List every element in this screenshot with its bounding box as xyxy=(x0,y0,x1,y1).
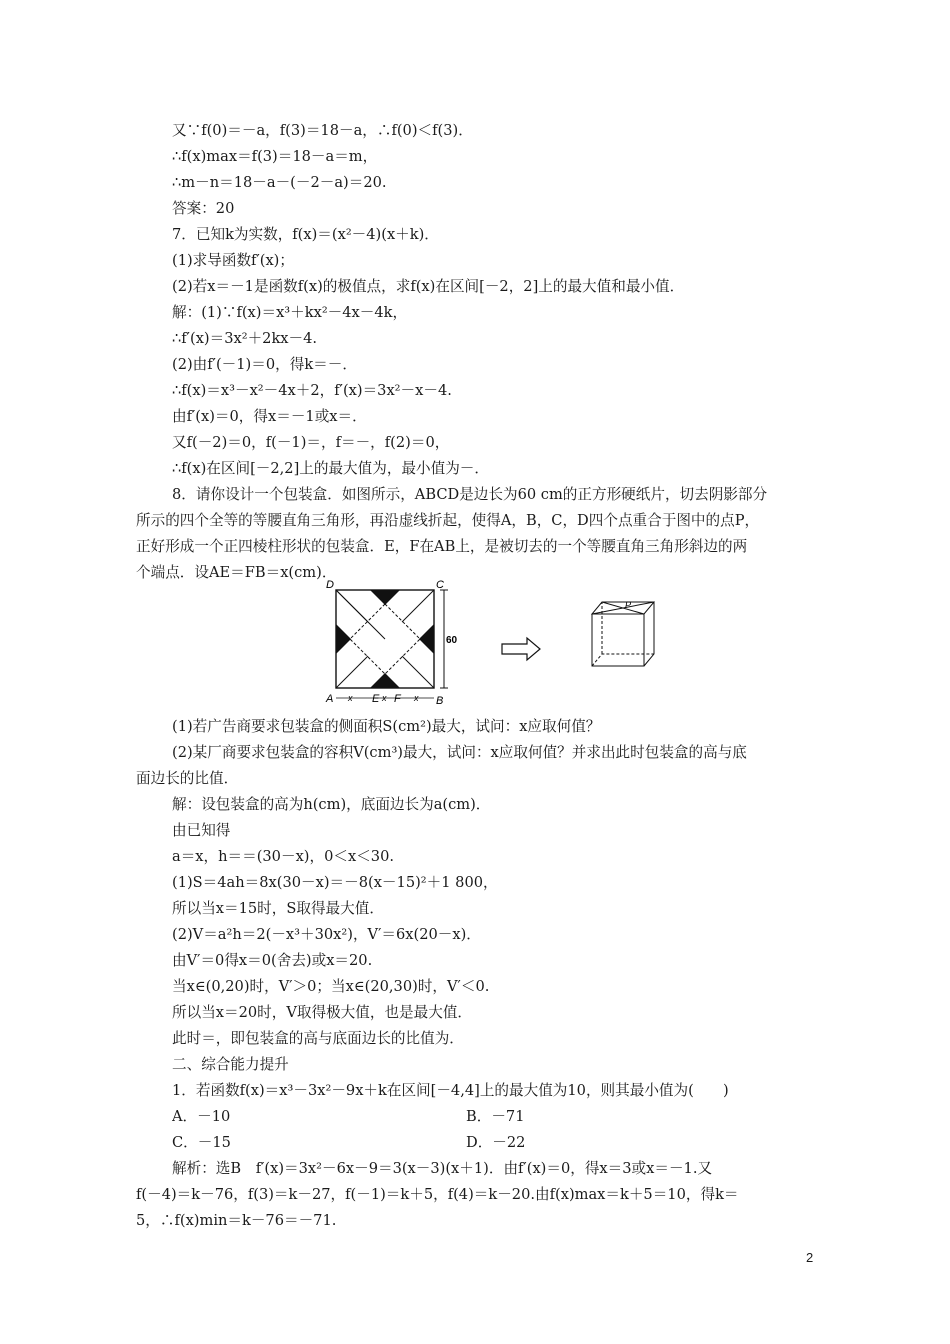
label-a: A xyxy=(326,693,334,705)
text-line: ∴f(x)在区间[－2,2]上的最大值为，最小值为－． xyxy=(172,460,489,477)
text-line: (2)V＝a²h＝2(－x³＋30x²)，V′＝6x(20－x)． xyxy=(172,926,481,943)
page-number: 2 xyxy=(806,1250,814,1265)
text-line: 解：(1)∵f(x)＝x³＋kx²－4x－4k， xyxy=(172,304,408,321)
text-line: 当x∈(0,20)时，V′＞0；当x∈(20,30)时，V′＜0. xyxy=(172,978,490,995)
text-line: 5，∴f(x)min＝k－76＝－71. xyxy=(136,1212,337,1229)
label-x: x xyxy=(414,693,419,703)
text-line: 面边长的比值． xyxy=(136,770,239,787)
text-line: 由V′＝0得x＝0(舍去)或x＝20. xyxy=(172,952,373,969)
text-line: 解析：选B f′(x)＝3x²－6x－9＝3(x－3)(x＋1)．由f′(x)＝0，得x＝3或x＝－1.又 xyxy=(172,1160,713,1177)
text-line: 此时＝，即包装盒的高与底面边长的比值为． xyxy=(172,1030,464,1047)
option-d: D．－22 xyxy=(466,1134,526,1151)
text-line: ∴f′(x)＝3x²＋2kx－4. xyxy=(172,330,318,347)
section-heading: 二、综合能力提升 xyxy=(172,1056,289,1073)
label-d: D xyxy=(326,579,334,591)
text-line: 所以当x＝20时，V取得极大值，也是最大值． xyxy=(172,1004,473,1021)
text-line: ∴m－n＝18－a－(－2－a)＝20. xyxy=(172,174,387,191)
text-line: 解：设包装盒的高为h(cm)，底面边长为a(cm)． xyxy=(172,796,491,813)
option-a: A．－10 xyxy=(172,1108,231,1125)
option-c: C．－15 xyxy=(172,1134,231,1151)
text-line: 由f′(x)＝0，得x＝－1或x＝． xyxy=(172,408,367,425)
text-line: 正好形成一个正四棱柱形状的包装盒．E，F在AB上，是被切去的一个等腰直角三角形斜边的两 xyxy=(136,538,748,555)
label-c: C xyxy=(436,579,444,591)
text-line: (1)若广告商要求包装盒的侧面积S(cm²)最大，试问：x应取何值？ xyxy=(172,718,601,735)
text-line: 所示的四个全等的等腰直角三角形，再沿虚线折起，使得A，B，C，D四个点重合于图中的点P， xyxy=(136,512,760,529)
text-line: (2)若x＝－1是函数f(x)的极值点，求f(x)在区间[－2，2]上的最大值和最小值． xyxy=(172,278,685,295)
text-line: (1)求导函数f′(x)； xyxy=(172,252,294,269)
text-line: (2)由f′(－1)＝0，得k＝－． xyxy=(172,356,357,373)
label-b: B xyxy=(436,695,444,707)
text-line: ∴f(x)＝x³－x²－4x＋2，f′(x)＝3x²－x－4. xyxy=(172,382,452,399)
cut-triangle-right xyxy=(419,624,434,654)
label-p: P xyxy=(625,600,632,610)
text-line: f(－4)＝k－76，f(3)＝k－27，f(－1)＝k＋5，f(4)＝k－20.由f(x)max＝k＋5＝10，得k＝ xyxy=(136,1186,739,1203)
label-x: x xyxy=(382,693,387,703)
text-line: 由已知得 xyxy=(172,822,231,839)
packaging-box-figure xyxy=(322,574,682,710)
text-line: (1)S＝4ah＝8x(30－x)＝－8(x－15)²＋1 800， xyxy=(172,874,498,891)
text-line: a＝x，h＝＝(30－x)，0＜x＜30. xyxy=(172,848,394,865)
label-e: E xyxy=(372,693,380,705)
cut-triangle-bottom xyxy=(370,673,400,688)
text-line: 个端点．设AE＝FB＝x(cm)． xyxy=(136,564,337,581)
option-b: B．－71 xyxy=(466,1108,525,1125)
problem-7-title: 7．已知k为实数，f(x)＝(x²－4)(x＋k)． xyxy=(172,226,439,243)
text-line: 答案：20 xyxy=(172,200,235,217)
cut-triangle-left xyxy=(336,624,351,654)
text-line: ∴f(x)max＝f(3)＝18－a＝m， xyxy=(172,148,378,165)
label-60: 60 xyxy=(446,635,458,646)
text-line: (2)某厂商要求包装盒的容积V(cm³)最大，试问：x应取何值？并求出此时包装盒的高与底 xyxy=(172,744,747,761)
label-x: x xyxy=(348,693,353,703)
text-line: 所以当x＝15时，S取得最大值． xyxy=(172,900,384,917)
arrow-icon xyxy=(502,638,540,660)
text-line: 又f(－2)＝0，f(－1)＝，f＝－，f(2)＝0， xyxy=(172,434,450,451)
text-line: 又∵f(0)＝－a，f(3)＝18－a，∴f(0)＜f(3)． xyxy=(172,122,473,139)
cut-triangle-top xyxy=(370,590,400,605)
problem-8-title: 8．请你设计一个包装盒．如图所示，ABCD是边长为60 cm的正方形硬纸片，切去阴影部分 xyxy=(172,486,768,503)
label-f: F xyxy=(394,693,401,705)
box-prism xyxy=(592,602,654,666)
problem-1-title: 1．若函数f(x)＝x³－3x²－9x＋k在区间[－4,4]上的最大值为10，则其最小值为( ) xyxy=(172,1082,729,1099)
